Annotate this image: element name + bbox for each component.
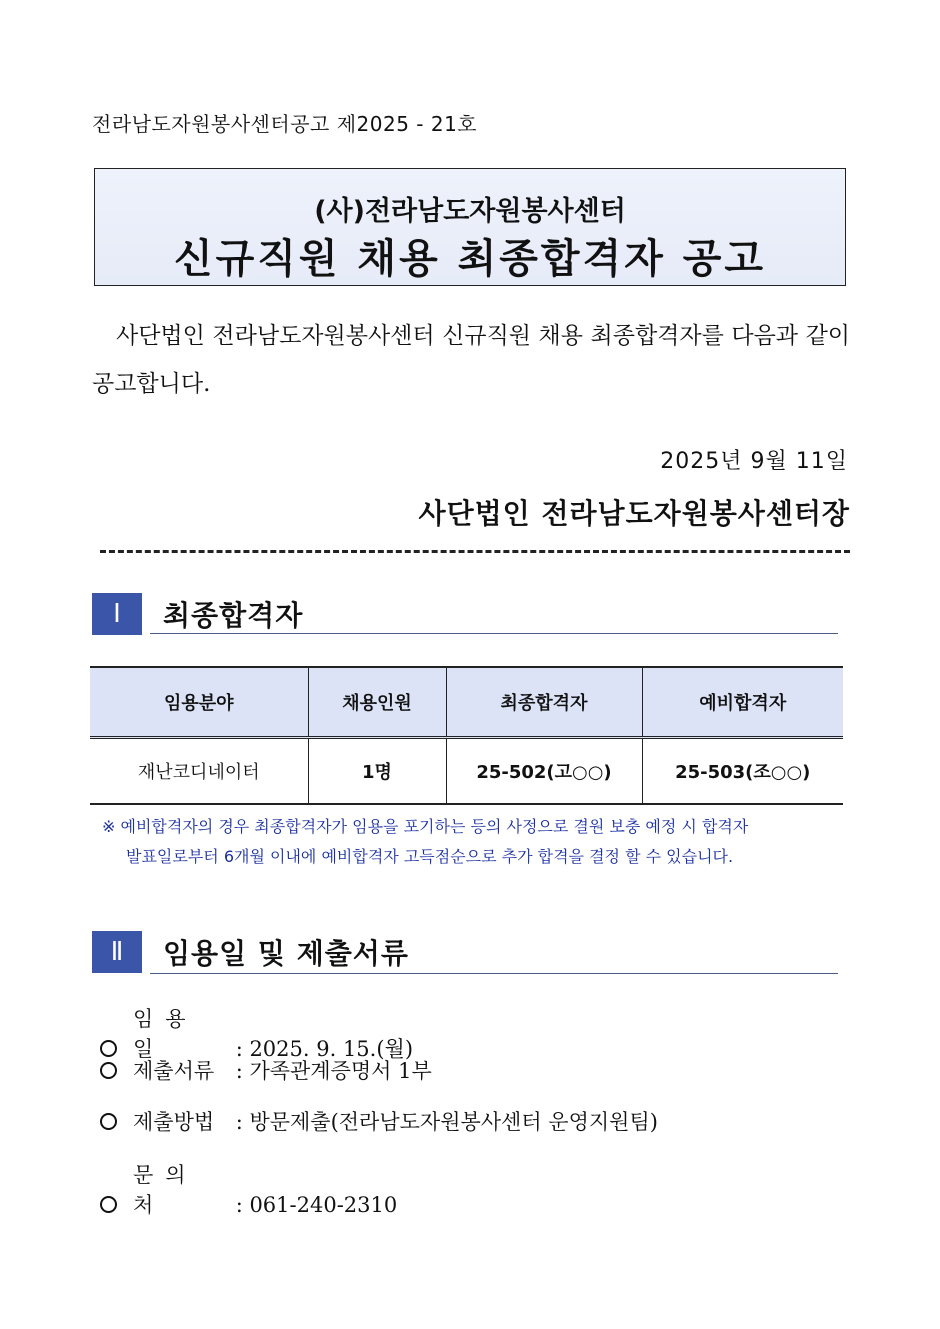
section2-rule bbox=[150, 973, 838, 974]
circle-bullet-icon bbox=[100, 1062, 117, 1079]
list-item bbox=[100, 1106, 658, 1136]
list-item bbox=[100, 1159, 397, 1219]
title-main: 신규직원 채용 최종합격자 공고 bbox=[173, 236, 767, 282]
section2-number: Ⅱ bbox=[92, 931, 142, 973]
table-row bbox=[90, 738, 843, 805]
item-value: : 061-240-2310 bbox=[235, 1193, 398, 1217]
dashed-divider bbox=[100, 550, 850, 553]
cell-final: 25-502(고○○) bbox=[446, 738, 642, 805]
notice-date: 2025년 9월 11일 bbox=[660, 449, 848, 474]
section2-title: 임용일 및 제출서류 bbox=[163, 937, 409, 970]
item-value: : 가족관계증명서 1부 bbox=[235, 1059, 432, 1083]
cell-reserve: 25-503(조○○) bbox=[642, 738, 843, 805]
section1-number: Ⅰ bbox=[92, 593, 142, 635]
item-label: 제출방법 bbox=[133, 1110, 215, 1134]
cell-field: 재난코디네이터 bbox=[90, 738, 308, 805]
item-label: 제출서류 bbox=[133, 1059, 215, 1083]
list-item bbox=[100, 1003, 413, 1063]
cell-count: 1명 bbox=[308, 738, 446, 805]
header-final: 최종합격자 bbox=[446, 667, 642, 738]
circle-bullet-icon bbox=[100, 1113, 117, 1130]
item-value: : 방문제출(전라남도자원봉사센터 운영지원팀) bbox=[235, 1110, 658, 1134]
item-value: : 2025. 9. 15.(월) bbox=[235, 1037, 414, 1061]
header-field: 임용분야 bbox=[90, 667, 308, 738]
title-box bbox=[94, 168, 846, 286]
table-header-row bbox=[90, 667, 843, 738]
results-table bbox=[90, 666, 843, 805]
note-line1: ※ 예비합격자의 경우 최종합격자가 임용을 포기하는 등의 사정으로 결원 보충 예정 시 합격자 bbox=[102, 817, 749, 836]
intro-text: 사단법인 전라남도자원봉사센터 신규직원 채용 최종합격자를 다음과 같이 공고합니다. bbox=[92, 323, 850, 397]
item-label: 문의처 bbox=[133, 1163, 198, 1217]
issuer-name: 사단법인 전라남도자원봉사센터장 bbox=[418, 497, 850, 530]
header-reserve: 예비합격자 bbox=[642, 667, 843, 738]
section1-title: 최종합격자 bbox=[163, 599, 304, 632]
document-number: 전라남도자원봉사센터공고 제2025 - 21호 bbox=[92, 112, 478, 136]
circle-bullet-icon bbox=[100, 1196, 117, 1213]
list-item bbox=[100, 1055, 432, 1085]
title-subtitle: (사)전라남도자원봉사센터 bbox=[314, 196, 626, 227]
header-count: 채용인원 bbox=[308, 667, 446, 738]
reserve-note bbox=[102, 812, 850, 872]
note-line2: 발표일로부터 6개월 이내에 예비합격자 고득점순으로 추가 합격을 결정 할 수 있습니다. bbox=[126, 847, 734, 866]
section1-rule bbox=[150, 633, 838, 634]
item-label: 임용일 bbox=[133, 1007, 198, 1061]
